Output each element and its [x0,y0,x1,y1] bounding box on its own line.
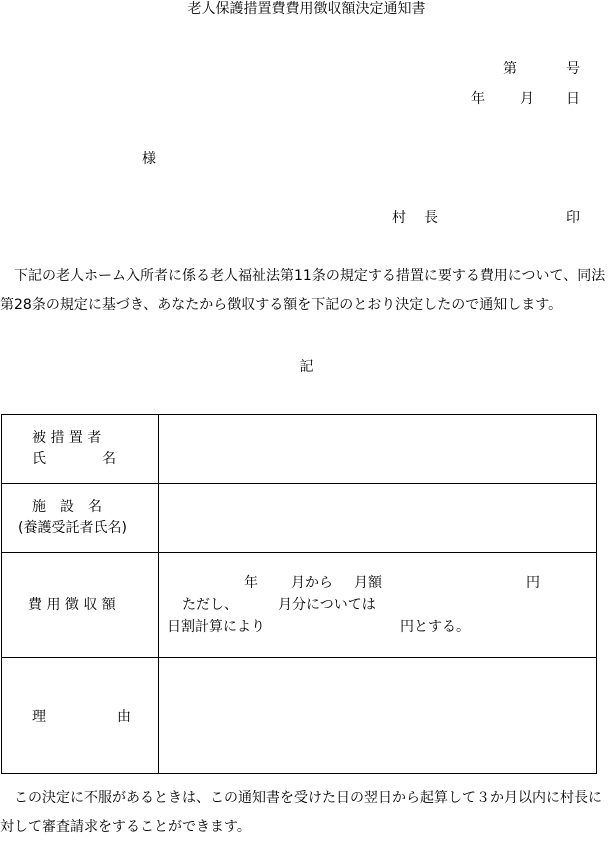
fee-monthly-amount-label: 月額 [354,575,382,591]
fee-label: 費 用 徴 収 額 [28,597,116,613]
details-table [1,414,597,774]
label-cell [2,415,159,483]
label-cell [2,553,159,657]
date-year-label: 年 [471,91,485,107]
document-number-prefix: 第 [503,61,517,77]
date-day-label: 日 [566,91,580,107]
fee-yen-unit: 円 [526,575,540,591]
label-cell [2,484,159,552]
document-number-suffix: 号 [566,61,580,77]
body-paragraph: 下記の老人ホーム入所者に係る老人福祉法第11条の規定する措置に要する費用について、同法第28条の規定に基づき、あなたから徴収する額を下記のとおり決定したので通知します。 [0,268,606,313]
fee-from-month: 月から [291,575,333,591]
addressee-honorific: 様 [142,151,156,167]
table-row-recipient [2,415,596,484]
recipient-label-line2: 氏 名 [32,451,116,467]
issuer-head-label: 長 [424,210,438,226]
recipient-label-line1: 被 措 置 者 [32,430,102,446]
table-row-fee [2,553,596,658]
fee-year: 年 [244,575,258,591]
issuer-village-label: 村 [392,210,406,226]
label-cell [2,658,159,773]
fee-month-portion: 月分については [278,597,376,613]
facility-label-line2: (養護受託者氏名) [18,520,127,536]
reason-label-char2: 由 [117,709,131,725]
table-row-reason [2,658,596,773]
appeal-notice: この決定に不服があるときは、この通知書を受けた日の翌日から起算して３か月以内に村長に対して審査請求をすることができます。 [0,790,602,835]
facility-label-line1: 施 設 名 [32,499,102,515]
document-title: 老人保護措置費費用徴収額決定通知書 [187,1,426,17]
ki-heading: 記 [299,359,314,375]
seal-mark: 印 [566,210,580,226]
table-row-facility [2,484,596,553]
fee-yen-conclusion: 円とする。 [400,619,470,635]
date-month-label: 月 [520,91,534,107]
fee-proviso: ただし、 [182,597,238,613]
reason-label-char1: 理 [32,709,46,725]
fee-daily-calc: 日割計算により [167,619,265,635]
